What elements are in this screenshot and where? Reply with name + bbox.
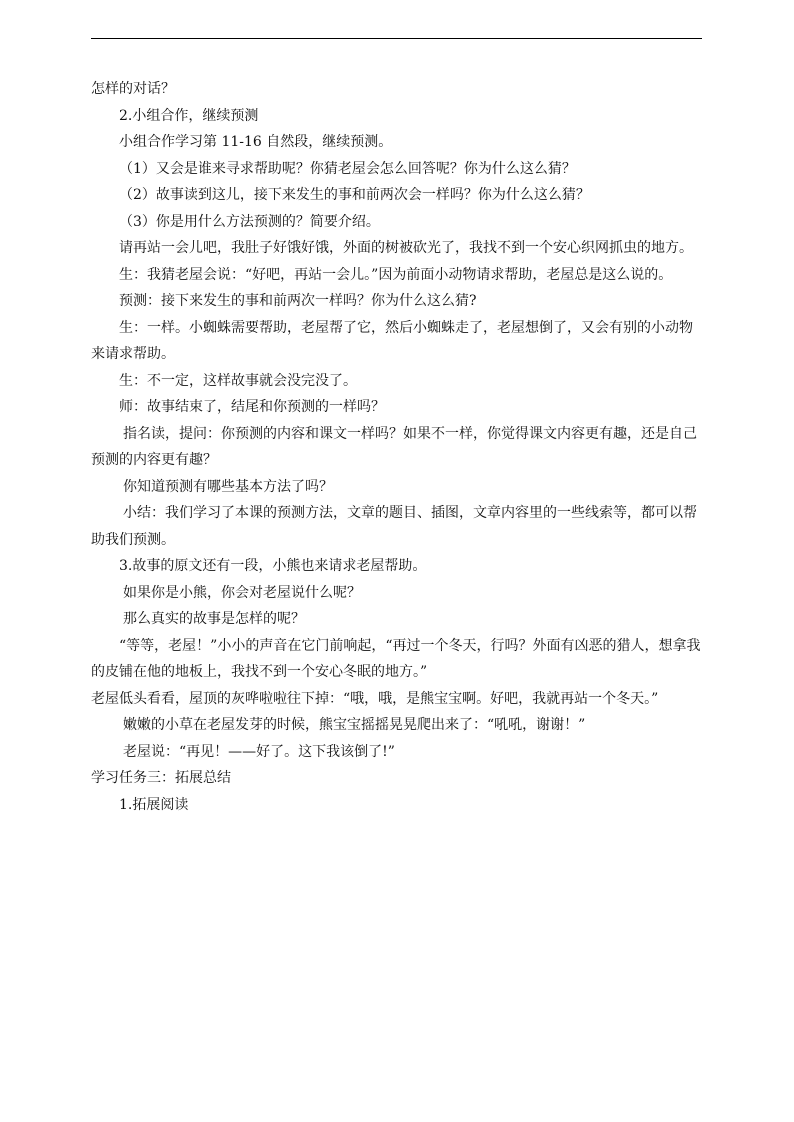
section-heading: 3.故事的原文还有一段，小熊也来请求老屋帮助。 (119, 558, 427, 574)
paragraph: 那么真实的故事是怎样的呢？ (123, 611, 305, 627)
header-rule (91, 38, 702, 39)
story-quote: “等等，老屋！”小小的声音在它门前响起，“再过一个冬天，行吗？外面有凶恶的猎人，想拿我的皮铺在他的地板上，我找不到一个安心冬眠的地方。” (91, 637, 701, 680)
paragraph: 请再站一会儿吧，我肚子好饿好饿，外面的树被砍光了，我找不到一个安心织网抓虫的地方。 (119, 240, 693, 256)
paragraph: 生：不一定，这样故事就会没完没了。 (119, 372, 357, 389)
paragraph: 小结：我们学习了本课的预测方法，文章的题目、插图，文章内容里的一些线索等，都可以帮助我们预测。 (91, 505, 697, 548)
story-quote: 老屋说：“再见！——好了。这下我该倒了!” (123, 743, 395, 760)
paragraph: 生：我猜老屋会说：“好吧，再站一会儿。”因为前面小动物请求帮助，老屋总是这么说的。 (119, 266, 673, 283)
document-body (91, 76, 703, 818)
paragraph: 预测：接下来发生的事和前两次一样吗？你为什么这么猜? (119, 293, 477, 309)
paragraph: 生：一样。小蜘蛛需要帮助，老屋帮了它，然后小蜘蛛走了，老屋想倒了，又会有别的小动物来请求帮助。 (91, 319, 693, 362)
section-heading: 1.拓展阅读 (119, 796, 189, 813)
story-quote: 老屋低头看看，屋顶的灰哗啦啦往下掉：“哦，哦，是熊宝宝啊。好吧，我就再站一个冬天。” (91, 690, 659, 707)
story-quote: 嫩嫩的小草在老屋发芽的时候，熊宝宝摇摇晃晃爬出来了：“吼吼，谢谢！” (123, 717, 586, 733)
paragraph: 指名读，提问：你预测的内容和课文一样吗？如果不一样，你觉得课文内容更有趣，还是自己预测的内容更有趣？ (91, 425, 697, 468)
question-item: （3）你是用什么方法预测的？简要介绍。 (119, 213, 380, 230)
paragraph: 你知道预测有哪些基本方法了吗？ (123, 478, 333, 495)
paragraph: 如果你是小熊，你会对老屋说什么呢？ (123, 584, 361, 601)
paragraph: 小组合作学习第 11-16 自然段，继续预测。 (119, 134, 393, 150)
section-heading: 2.小组合作，继续预测 (119, 107, 259, 124)
task-heading: 学习任务三：拓展总结 (91, 770, 231, 786)
paragraph: 师：故事结束了，结尾和你预测的一样吗？ (119, 399, 385, 415)
paragraph: 怎样的对话？ (91, 81, 175, 97)
question-item: （1）又会是谁来寻求帮助呢？你猜老屋会怎么回答呢？你为什么这么猜？ (119, 160, 576, 177)
question-item: （2）故事读到这儿，接下来发生的事和前两次会一样吗？你为什么这么猜？ (119, 187, 590, 203)
